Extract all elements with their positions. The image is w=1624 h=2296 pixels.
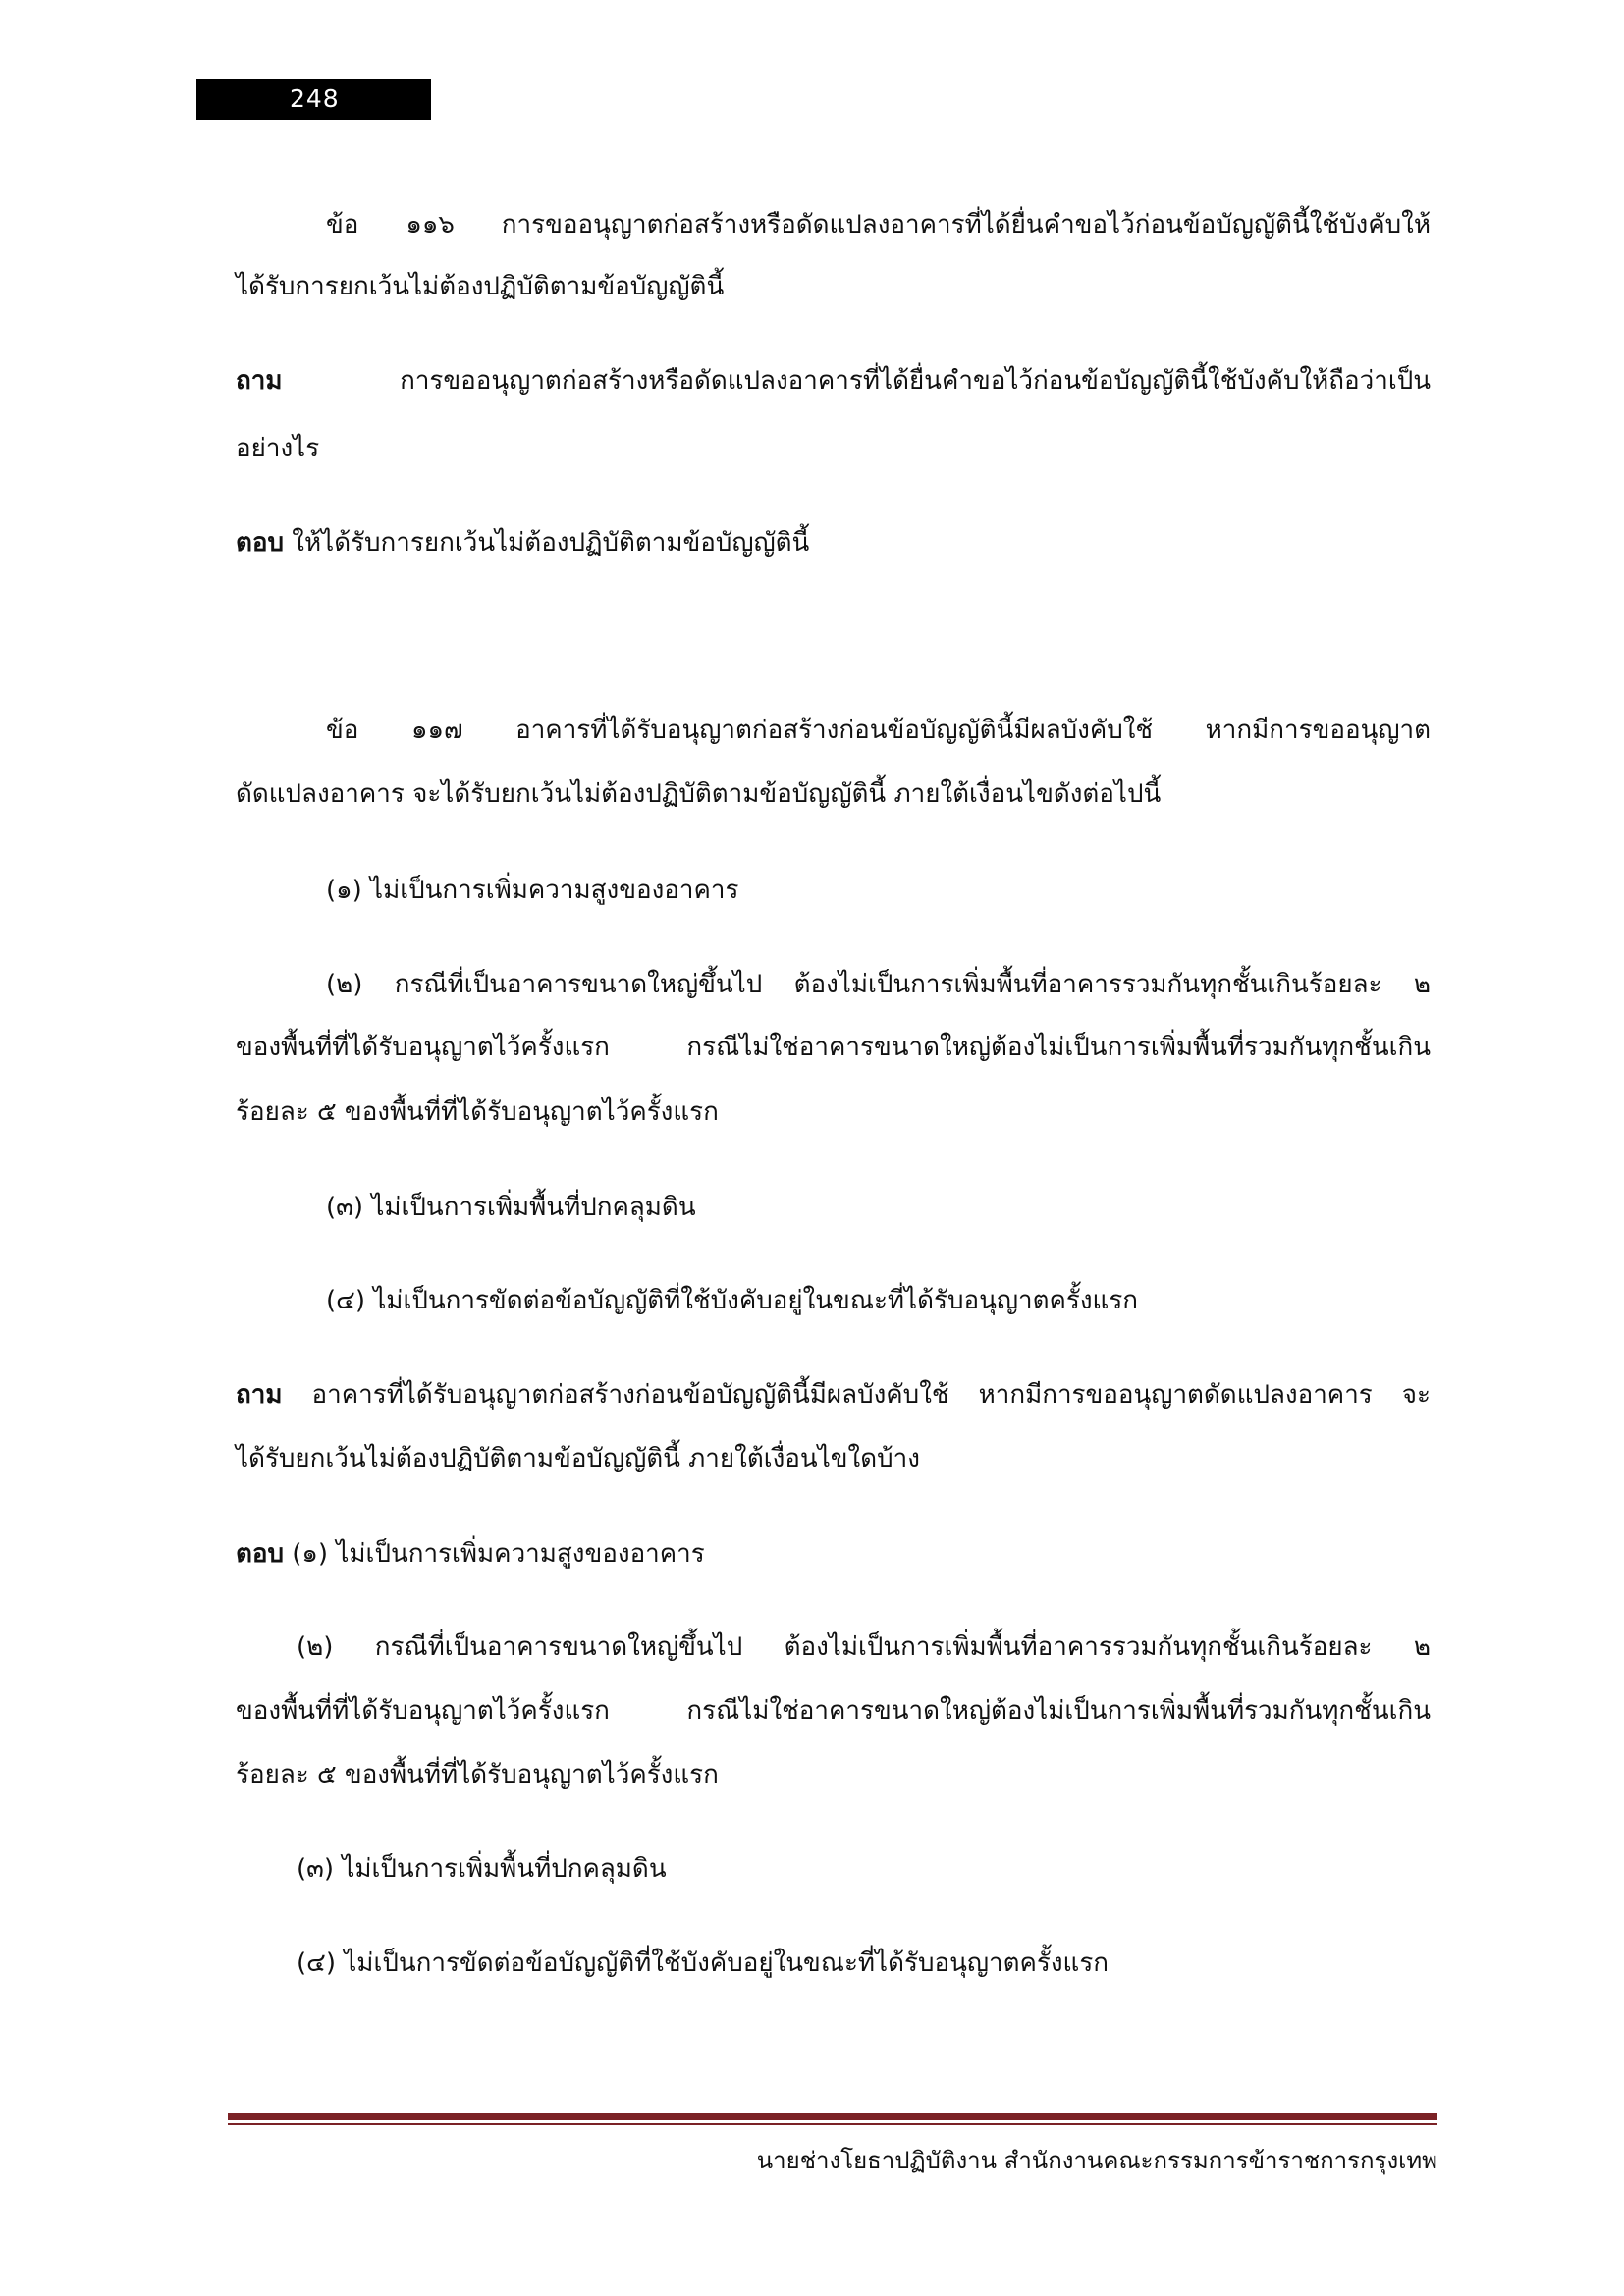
clause-117-line-2: ดัดแปลงอาคาร จะได้รับยกเว้นไม่ต้องปฏิบัติตามข้อบัญญัตินี้ ภายใต้เงื่อนไขดังต่อไปนี้ [236,779,1162,809]
clause-116-line-1: ข้อ ๑๑๖ การขออนุญาตก่อสร้างหรือดัดแปลงอาคารที่ได้ยื่นคำขอไว้ก่อนข้อบัญญัตินี้ใช้บังคับให้ [326,210,1431,240]
page-number: 248 [196,79,431,120]
answer-label: ตอบ [236,528,285,558]
question-117-line-2: ได้รับยกเว้นไม่ต้องปฏิบัติตามข้อบัญญัตินี้ ภายใต้เงื่อนไขใดบ้าง [236,1444,920,1473]
question-116-line-2: อย่างไร [236,434,320,463]
answer-117-item-1 [236,1534,705,1574]
answer-116 [236,523,809,562]
clause-117-item-4: (๔) ไม่เป็นการขัดต่อข้อบัญญัติที่ใช้บังคับอยู่ในขณะที่ได้รับอนุญาตครั้งแรก [326,1286,1139,1315]
answer-label: ตอบ [236,1539,285,1569]
question-label: ถาม [236,366,283,396]
answer-117-item-2-line-2: ของพื้นที่ที่ได้รับอนุญาตไว้ครั้งแรก กรณีไม่ใช่อาคารขนาดใหญ่ต้องไม่เป็นการเพิ่มพื้นที่รวมกันทุกชั้นเกิน [236,1696,1431,1726]
footer-divider [228,2113,1437,2120]
question-text: การขออนุญาตก่อสร้างหรือดัดแปลงอาคารที่ได้ยื่นคำขอไว้ก่อนข้อบัญญัตินี้ใช้บังคับให้ถือว่าเป็น [400,366,1431,396]
clause-117-item-2-line-2: ของพื้นที่ที่ได้รับอนุญาตไว้ครั้งแรก กรณีไม่ใช่อาคารขนาดใหญ่ต้องไม่เป็นการเพิ่มพื้นที่รวมกันทุกชั้นเกิน [236,1033,1431,1062]
footer-organization: นายช่างโยธาปฏิบัติงาน สำนักงานคณะกรรมการข้าราชการกรุงเทพ [756,2147,1437,2174]
clause-117-item-2-line-3: ร้อยละ ๕ ของพื้นที่ที่ได้รับอนุญาตไว้ครั้งแรก [236,1097,719,1127]
footer-divider-thin [228,2123,1437,2125]
answer-117-item-2-line-3: ร้อยละ ๕ ของพื้นที่ที่ได้รับอนุญาตไว้ครั้งแรก [236,1760,719,1789]
answer-text: (๑) ไม่เป็นการเพิ่มความสูงของอาคาร [292,1539,705,1569]
question-116-line-1 [236,361,1431,400]
clause-117-item-1: (๑) ไม่เป็นการเพิ่มความสูงของอาคาร [326,876,739,905]
answer-117-item-4: (๔) ไม่เป็นการขัดต่อข้อบัญญัติที่ใช้บังคับอยู่ในขณะที่ได้รับอนุญาตครั้งแรก [297,1949,1110,1978]
question-117-line-1 [236,1375,1431,1415]
clause-117-line-1: ข้อ ๑๑๗ อาคารที่ได้รับอนุญาตก่อสร้างก่อนข้อบัญญัตินี้มีผลบังคับใช้ หากมีการขออนุญาต [326,716,1431,745]
clause-116-line-2: ได้รับการยกเว้นไม่ต้องปฏิบัติตามข้อบัญญัตินี้ [236,272,725,301]
clause-117-item-2-line-1: (๒) กรณีที่เป็นอาคารขนาดใหญ่ขึ้นไป ต้องไม่เป็นการเพิ่มพื้นที่อาคารรวมกันทุกชั้นเกินร้อยละ ๒ [326,970,1431,999]
question-label: ถาม [236,1380,283,1410]
question-text: อาคารที่ได้รับอนุญาตก่อสร้างก่อนข้อบัญญัตินี้มีผลบังคับใช้ หากมีการขออนุญาตดัดแปลงอาคาร จะ [311,1380,1432,1410]
clause-117-item-3: (๓) ไม่เป็นการเพิ่มพื้นที่ปกคลุมดิน [326,1193,696,1222]
answer-117-item-3: (๓) ไม่เป็นการเพิ่มพื้นที่ปกคลุมดิน [297,1854,667,1884]
answer-117-item-2-line-1: (๒) กรณีที่เป็นอาคารขนาดใหญ่ขึ้นไป ต้องไม่เป็นการเพิ่มพื้นที่อาคารรวมกันทุกชั้นเกินร้อยละ ๒ [297,1632,1431,1662]
answer-text: ให้ได้รับการยกเว้นไม่ต้องปฏิบัติตามข้อบัญญัตินี้ [292,528,810,558]
